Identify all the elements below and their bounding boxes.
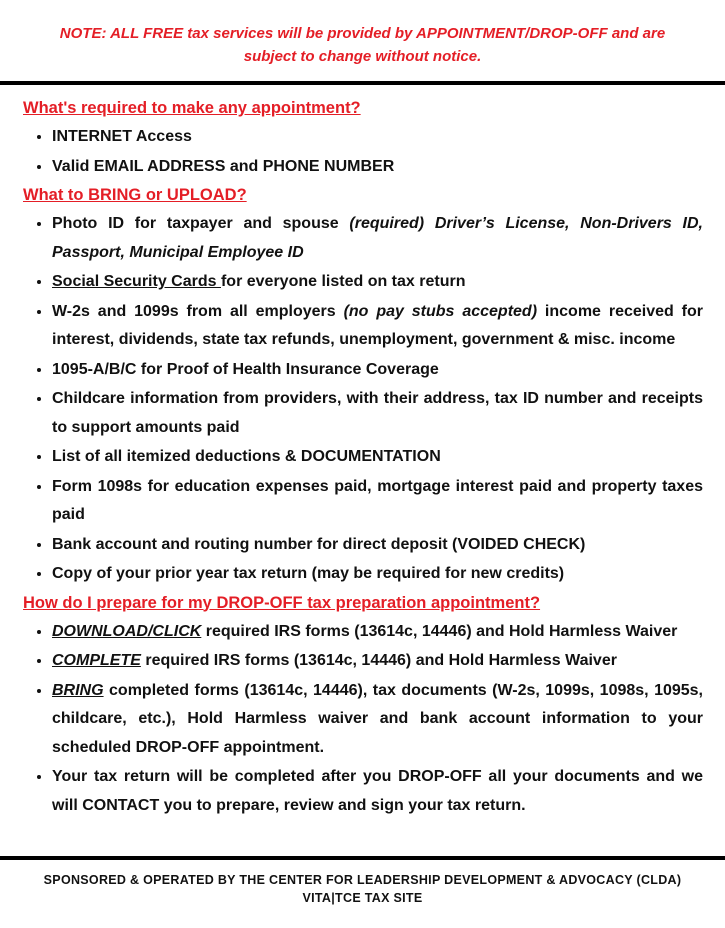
top-divider [0,81,725,85]
list-item: • 1095-A/B/C for Proof of Health Insurance Coverage [52,355,703,385]
social-security-text: for everyone listed on tax return [220,273,466,290]
social-security-cards-label: Social Security Cards [52,273,221,290]
w2-text: W-2s and 1099s from all employers [52,302,344,320]
list-item: • Copy of your prior year tax return (may be required for new credits) [52,559,703,589]
bring-text: completed forms (13614c, 14446), tax documents (W-2s, 1099s, 1098s, 1095s, childcare, etc.), Hold Harmless waiver and bank account information to your scheduled DROP-OFF appointment. [52,681,703,756]
w2-note: (no pay stubs accepted) [343,302,538,320]
list-item-social-security [52,267,703,297]
notice-banner: NOTE: ALL FREE tax services will be provided by APPOINTMENT/DROP-OFF and are subject to change without notice. [59,25,666,65]
appointment-requirements-list [23,122,703,181]
download-click-label: DOWNLOAD/CLICK [52,622,202,640]
footer [0,871,725,907]
dropoff-preparation-heading: How do I prepare for my DROP-OFF tax preparation appointment? [23,593,541,612]
list-item: • Valid EMAIL ADDRESS and PHONE NUMBER [52,152,703,182]
list-item: • INTERNET Access [52,122,703,152]
list-item: • Form 1098s for education expenses paid, mortgage interest paid and property taxes paid [52,472,703,530]
bottom-divider [0,856,725,860]
list-item-download [52,617,703,647]
photo-id-text: Photo ID for taxpayer and spouse [52,215,350,232]
bring-upload-heading: What to BRING or UPLOAD? [23,186,247,204]
list-item: • List of all itemized deductions & DOCUMENTATION [52,442,703,472]
list-item-photo-id [52,209,703,267]
site-name: VITA|TCE TAX SITE [302,891,423,905]
list-item: • Childcare information from providers, with their address, tax ID number and receipts to support amounts paid [52,384,703,442]
photo-id-examples: (required) Driver’s License, Non-Drivers ID, Passport, Municipal Employee ID [52,215,704,261]
bring-upload-list [23,209,703,589]
download-text: required IRS forms (13614c, 14446) and Hold Harmless Waiver [201,622,678,640]
list-item-w2-1099 [52,297,703,355]
list-item-final: • Your tax return will be completed after you DROP-OFF all your documents and we will CONTACT you to prepare, review and sign your tax return. [52,762,703,820]
sponsor-line: SPONSORED & OPERATED BY THE CENTER FOR LEADERSHIP DEVELOPMENT & ADVOCACY (CLDA) [43,873,682,887]
list-item-complete [52,646,703,676]
w2-income-text: income received for interest, dividends, state tax refunds, unemployment, government & misc. income [52,302,703,348]
bring-label: BRING [52,681,104,699]
complete-label: COMPLETE [52,652,141,669]
list-item: • Bank account and routing number for direct deposit (VOIDED CHECK) [52,530,703,560]
complete-text: required IRS forms (13614c, 14446) and Hold Harmless Waiver [140,652,617,669]
appointment-requirements-heading: What's required to make any appointment? [23,99,361,117]
dropoff-preparation-list [23,617,703,821]
document-body [23,94,703,820]
list-item-bring [52,676,703,763]
